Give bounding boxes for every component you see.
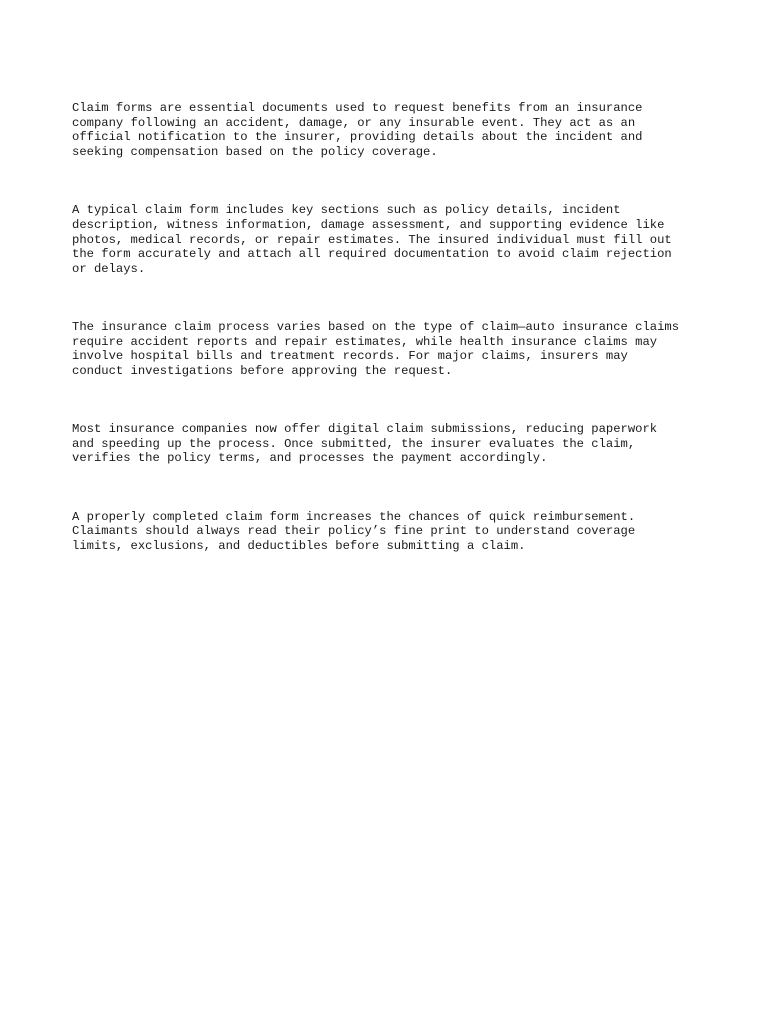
document-body [72, 72, 712, 597]
paragraph-conclusion: A properly completed claim form increases the chances of quick reimbursement. Claimants should always read their policy’s fine print to understand coverage limits, exclusions, and deductibles before submitting a claim. [72, 509, 636, 553]
paragraph-digital-submission: Most insurance companies now offer digital claim submissions, reducing paperwork and speeding up the process. Once submitted, the insurer evaluates the claim, verifies the policy terms, and processes the payment accordingly. [72, 422, 658, 466]
paragraph-claim-form-sections: A typical claim form includes key sections such as policy details, incident description, witness information, damage assessment, and supporting evidence like photos, medical records, or repair estimates. The insured individual must fill out the form accurately and attach all required documentation to avoid claim rejection or delays. [72, 203, 672, 276]
paragraph-intro: Claim forms are essential documents used to request benefits from an insurance company following an accident, damage, or any insurable event. They act as an official notification to the insurer, providing details about the incident and seeking compensation based on the policy coverage. [72, 101, 643, 159]
paragraph-claim-process: The insurance claim process varies based on the type of claim—auto insurance claims require accident reports and repair estimates, while health insurance claims may involve hospital bills and treatment records. For major claims, insurers may conduct investigations before approving the request. [72, 320, 680, 378]
